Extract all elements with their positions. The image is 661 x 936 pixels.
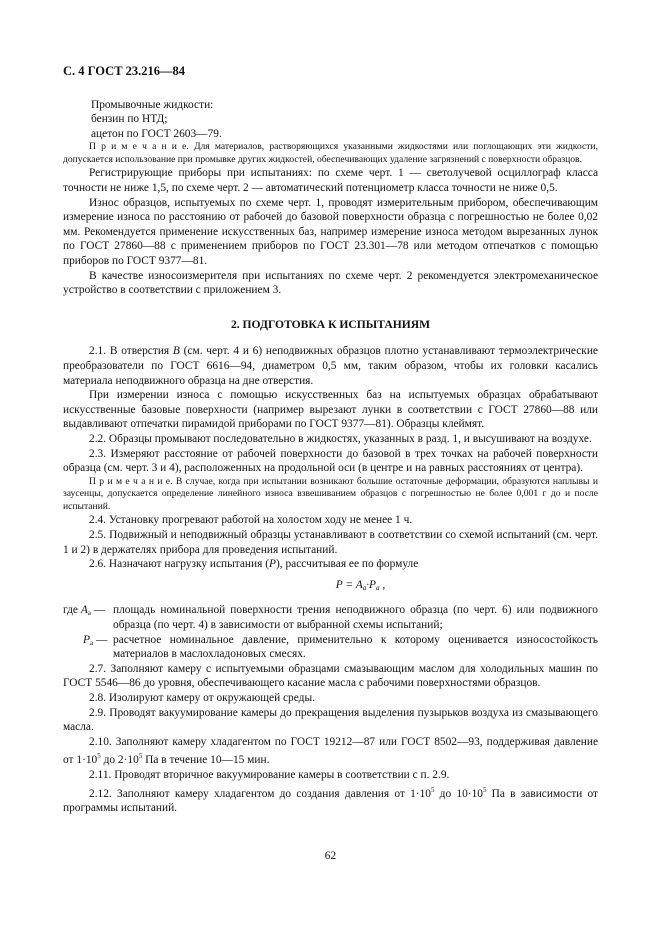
load-formula: $P = A_a\cdot P_a$ ,	[335, 578, 386, 592]
paragraph-artificial-bases: При измерении износа с помощью искусственных баз на испытуемых образцах обрабатывают искусственные базовые поверхности (например вырезают лунки в соответствии с ГОСТ 27860—88 или выдавливают отпечатки пирамидой приборами по ГОСТ 9377—81). Образцы клеймят.	[63, 389, 598, 431]
paragraph-2-7: 2.7. Заполняют камеру с испытуемыми образцами смазывающим маслом для холодильных машин по ГОСТ 5546—86 до уровня, обеспечивающего касание масла с рабочими поверхностями образцов.	[63, 662, 598, 690]
paragraph-2-10: 2.10. Заполняют камеру хладагентом по ГОСТ 19212—87 или ГОСТ 8502—93, поддерживая давление от $1\cdot 10^5$ до $2\cdot 10^5$ Па в течение 10—15 мин.	[63, 735, 598, 767]
running-header: С. 4 ГОСТ 23.216—84	[63, 64, 186, 78]
paragraph-2-4: 2.4. Установку прогревают работой на холостом ходу не менее 1 ч.	[89, 514, 413, 527]
p26-text-end: ), рассчитывая ее по формуле	[275, 558, 419, 571]
washing-liquid-item: ацетон по ГОСТ 2603—79.	[91, 127, 222, 140]
washing-liquids-title: Промывочные жидкости:	[91, 99, 214, 111]
paragraph-2-8: 2.8. Изолируют камеру от окружающей среды.	[89, 692, 315, 704]
formula-definitions	[63, 603, 598, 661]
note-text: Для материалов, растворяющихся указанными жидкостями или поглощающих эти жидкости, допускается использование при промывке других жидкостей, обеспечивающих удаление загрязнений с поверхности образцов.	[63, 141, 598, 165]
definition-symbol: где $A_a$ —	[63, 604, 106, 618]
definition-text: расчетное номинальное давление, применительно к которому оценивается износостойкость материалов в маслохладоновых смесях.	[113, 633, 598, 661]
page-content	[63, 90, 598, 816]
section-title: 2. ПОДГОТОВКА К ИСПЫТАНИЯМ	[230, 317, 431, 331]
paragraph-wear-measurement: Износ образцов, испытуемых по схеме черт. 1, проводят измерительным прибором, обеспечивающим измерение износа по расстоянию от рабочей до базовой поверхности образца с погрешностью не более 0,02 мм. Рекомендуется применение искусственных баз, например измерение износа методом вырезанных лунок по ГОСТ 27860—88 с применением приборов по ГОСТ 23.301—78 или методом отпечатков с помощью приборов по ГОСТ 9377—81.	[63, 196, 598, 267]
note-text: В случае, когда при испытании возникают большие остаточные деформации, образуются наплывы и заусенцы, допускается определение линейного износа взвешиванием образцов с погрешностью не более 0,001 г до и после испытаний.	[63, 475, 598, 512]
page-number: 62	[324, 850, 337, 862]
washing-liquids-list	[91, 98, 598, 141]
p21-variable: В	[172, 345, 180, 358]
note-label: П р и м е ч а н и е.	[89, 141, 189, 153]
note-label: П р и м е ч а н и е.	[89, 475, 173, 487]
paragraph-2-5: 2.5. Подвижный и неподвижный образцы устанавливают в соответствии со схемой испытаний (см. черт. 1 и 2) в держателях прибора для проведения испытаний.	[63, 529, 598, 556]
washing-liquid-item: бензин по НТД;	[91, 113, 168, 126]
definition-text: площадь номинальной поверхности трения неподвижного образца (по черт. 6) или подвижного образца (по черт. 4) в зависимости от выбранной схемы испытаний;	[113, 604, 598, 632]
definition-row	[63, 603, 598, 632]
p26-text-start: 2.6. Назначают нагрузку испытания (	[89, 558, 270, 571]
definition-row	[63, 633, 598, 662]
note-2	[63, 476, 598, 514]
paragraph-2-11: 2.11. Проводят вторичное вакуумирование камеры в соответствии с п. 2.9.	[89, 768, 450, 781]
p26-variable: P	[269, 558, 276, 571]
paragraph-2-1	[63, 344, 598, 388]
paragraph-2-9: 2.9. Проводят вакуумирование камеры до прекращения выделения пузырьков воздуха из смазывающего масла.	[63, 706, 598, 734]
paragraph-2-6	[63, 557, 598, 572]
definition-symbol: $P_a$ —	[83, 633, 108, 647]
note-1	[63, 141, 598, 166]
paragraph-2-3: 2.3. Измеряют расстояние от рабочей поверхности до базовой в трех точках на рабочей поверхности образца (см. черт. 3 и 4), расположенных на продольной оси (в центре и на равных расстояниях от центра).	[63, 447, 598, 475]
paragraph-2-12: 2.12. Заполняют камеру хладагентом до создания давления от $1\cdot 10^5$ до $10\cdot 10^5$ Па в зависимости от программы испытаний.	[63, 785, 598, 815]
p21-text-end: (см. черт. 4 и 6) неподвижных образцов плотно устанавливают термоэлектрические преобразователи по ГОСТ 6616—94, диаметром 0,5 мм, таким образом, чтобы их головки касались материала неподвижного образца на дне отверстия.	[63, 345, 598, 387]
paragraph-wear-meter: В качестве износоизмерителя при испытаниях по схеме черт. 2 рекомендуется электромеханическое устройство в соответствии с приложением 3.	[63, 269, 598, 297]
paragraph-2-2: 2.2. Образцы промывают последовательно в жидкостях, указанных в разд. 1, и высушивают на воздухе.	[89, 432, 592, 445]
paragraph-recording-devices: Регистрирующие приборы при испытаниях: по схеме черт. 1 — светолучевой осциллограф класса точности не ниже 1,5, по схеме черт. 2 — автоматический потенциометр класса точности не ниже 0,5.	[63, 167, 598, 194]
p21-text-start: 2.1. В отверстия	[89, 345, 170, 358]
